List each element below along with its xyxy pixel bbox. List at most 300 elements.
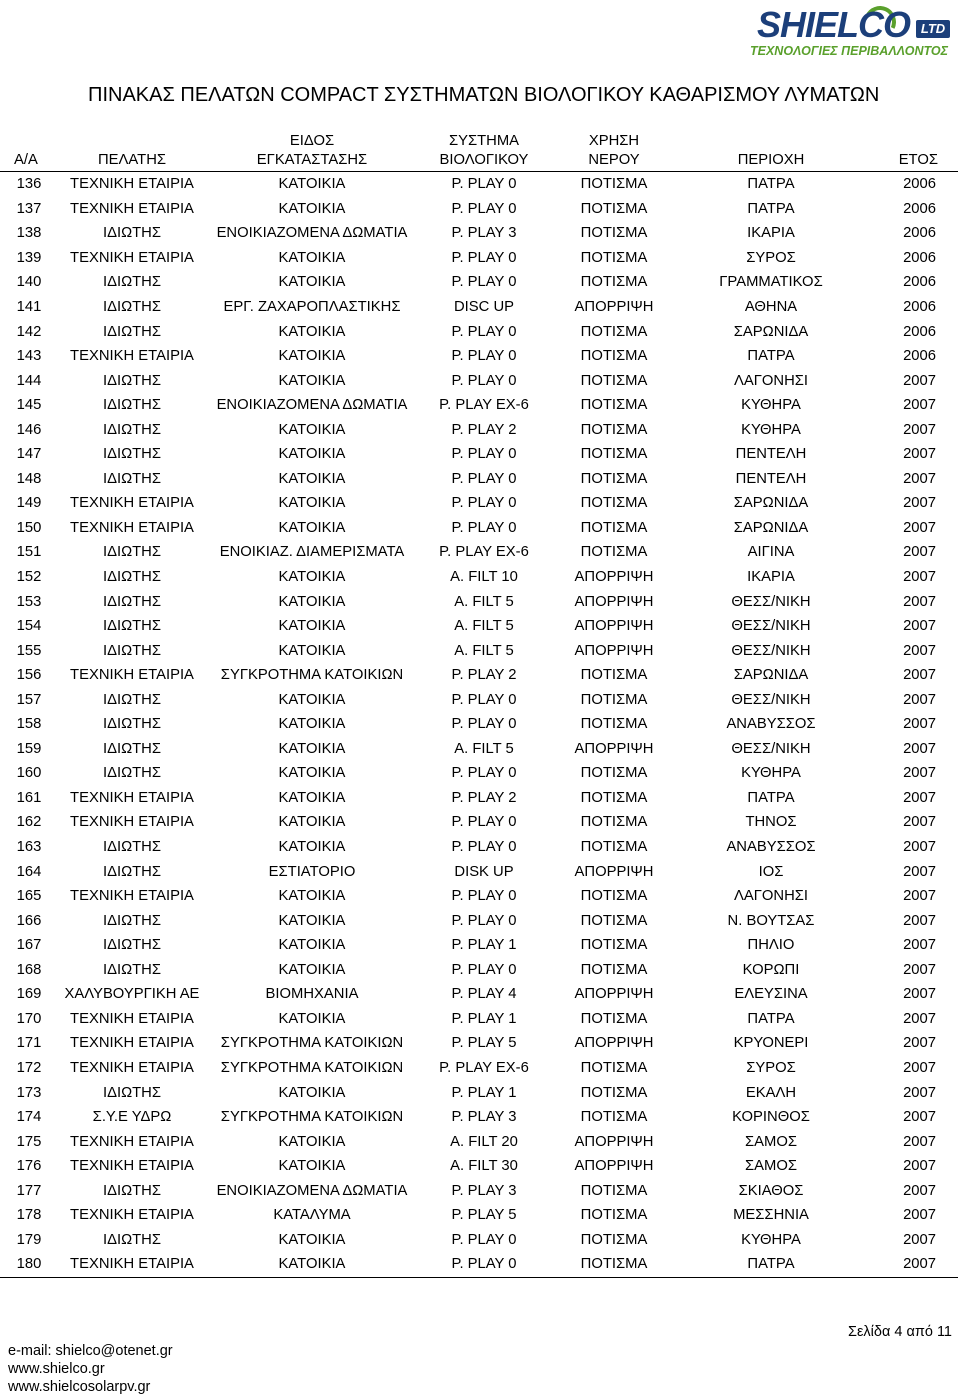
cell-area: ΣΥΡΟΣ (746, 1059, 796, 1076)
cell-year: 2007 (903, 691, 936, 708)
cell-use: ΠΟΤΙΣΜΑ (580, 1231, 648, 1248)
cell-type: ΚΑΤΟΙΚΙΑ (278, 1133, 346, 1150)
cell-year: 2007 (903, 986, 936, 1003)
cell-client: ΤΕΧΝΙΚΗ ΕΤΑΙΡΙΑ (70, 1133, 194, 1150)
cell-aa: 167 (16, 937, 42, 954)
cell-use: ΠΟΤΙΣΜΑ (580, 839, 648, 856)
cell-area: ΛΑΓΟΝΗΣΙ (733, 372, 809, 389)
header-use (552, 128, 676, 172)
cell-client: ΙΔΙΩΤΗΣ (102, 839, 162, 856)
cell-type: ΚΑΤΟΙΚΙΑ (278, 348, 346, 365)
cell-area: ΤΗΝΟΣ (745, 814, 797, 831)
header-type (208, 128, 416, 172)
cell-area: ΙΟΣ (758, 863, 784, 880)
cell-type: ΚΑΤΟΙΚΙΑ (278, 200, 346, 217)
header-area: ΠΕΡΙΟΧΗ (676, 128, 866, 172)
cell-client: ΙΔΙΩΤΗΣ (102, 421, 162, 438)
cell-area: ΣΚΙΑΘΟΣ (738, 1182, 804, 1199)
cell-year: 2007 (903, 667, 936, 684)
cell-aa: 149 (16, 495, 42, 512)
cell-year: 2006 (903, 323, 936, 340)
cell-use: ΠΟΤΙΣΜΑ (580, 716, 648, 733)
cell-use: ΠΟΤΙΣΜΑ (580, 1109, 648, 1126)
cell-year: 2007 (903, 569, 936, 586)
cell-year: 2007 (903, 397, 936, 414)
cell-aa: 147 (16, 446, 42, 463)
cell-aa: 171 (16, 1035, 42, 1052)
table-row (0, 884, 958, 909)
table-row (0, 442, 958, 467)
cell-type: ΚΑΤΟΙΚΙΑ (278, 176, 346, 193)
cell-system: P. PLAY 1 (451, 1084, 517, 1101)
table-row (0, 933, 958, 958)
cell-aa: 155 (16, 642, 42, 659)
cell-use: ΑΠΟΡΡΙΨΗ (574, 1158, 654, 1175)
cell-area: ΓΡΑΜΜΑΤΙΚΟΣ (719, 274, 823, 291)
cell-use: ΠΟΤΙΣΜΑ (580, 667, 648, 684)
table-row (0, 516, 958, 541)
cell-area: ΠΑΤΡΑ (747, 176, 795, 193)
cell-aa: 173 (16, 1084, 42, 1101)
cell-use: ΑΠΟΡΡΙΨΗ (574, 1035, 654, 1052)
cell-year: 2007 (866, 1252, 958, 1277)
cell-type: ΚΑΤΟΙΚΙΑ (278, 937, 346, 954)
cell-aa: 150 (16, 519, 42, 536)
cell-use: ΠΟΤΙΣΜΑ (580, 1059, 648, 1076)
cell-client: ΤΕΧΝΙΚΗ ΕΤΑΙΡΙΑ (56, 1252, 208, 1277)
cell-client: ΙΔΙΩΤΗΣ (102, 569, 162, 586)
cell-year: 2006 (903, 299, 936, 315)
cell-type: ΚΑΤΟΙΚΙΑ (278, 888, 346, 905)
cell-year: 2007 (903, 789, 936, 806)
cell-year: 2007 (903, 839, 936, 856)
cell-year: 2007 (903, 495, 936, 512)
cell-system: P. PLAY 3 (451, 1109, 517, 1126)
cell-aa: 162 (16, 814, 42, 831)
cell-year: 2007 (903, 519, 936, 536)
cell-aa: 161 (16, 789, 42, 806)
cell-area: ΠΗΛΙΟ (747, 937, 795, 954)
cell-area: ΘΕΣΣ/ΝΙΚΗ (731, 618, 811, 635)
cell-area: ΣΥΡΟΣ (746, 249, 796, 266)
table-row (0, 1228, 958, 1253)
table-row (0, 908, 958, 933)
table-row (0, 614, 958, 639)
header-client: ΠΕΛΑΤΗΣ (56, 128, 208, 172)
cell-system: P. PLAY 1 (451, 1010, 517, 1027)
cell-year: 2007 (903, 642, 936, 659)
cell-client: ΤΕΧΝΙΚΗ ΕΤΑΙΡΙΑ (70, 1010, 194, 1027)
cell-aa: 170 (16, 1010, 42, 1027)
footer-website-solar: www.shielcosolarpv.gr (8, 1379, 151, 1395)
cell-system: P. PLAY 2 (451, 667, 517, 684)
cell-type: ΚΑΤΟΙΚΙΑ (278, 1084, 346, 1101)
cell-aa: 178 (16, 1207, 42, 1224)
cell-type: ΚΑΤΟΙΚΙΑ (278, 519, 346, 536)
cell-year: 2007 (903, 1207, 936, 1224)
cell-aa: 177 (16, 1182, 42, 1199)
footer-contact (8, 1342, 173, 1396)
cell-client: ΙΔΙΩΤΗΣ (102, 1084, 162, 1101)
page-title: ΠΙΝΑΚΑΣ ΠΕΛΑΤΩΝ COMPACT ΣΥΣΤΗΜΑΤΩΝ ΒΙΟΛΟΓΙΚΟΥ ΚΑΘΑΡΙΣΜΟΥ ΛΥΜΑΤΩΝ (88, 84, 880, 106)
cell-client: ΙΔΙΩΤΗΣ (102, 740, 162, 757)
cell-area: ΠΕΝΤΕΛΗ (735, 470, 807, 487)
cell-client: ΙΔΙΩΤΗΣ (102, 446, 162, 463)
cell-year: 2006 (903, 225, 936, 242)
cell-client: ΙΔΙΩΤΗΣ (102, 618, 162, 635)
cell-aa: 138 (16, 225, 42, 242)
cell-use: ΑΠΟΡΡΙΨΗ (574, 863, 654, 880)
cell-system: A. FILT 5 (454, 593, 514, 610)
cell-system: P. PLAY 5 (451, 1207, 517, 1224)
table-row (0, 221, 958, 246)
cell-type: ΚΑΤΟΙΚΙΑ (278, 912, 346, 929)
cell-use: ΠΟΤΙΣΜΑ (580, 691, 648, 708)
cell-use: ΠΟΤΙΣΜΑ (580, 446, 648, 463)
cell-type: ΣΥΓΚΡΟΤΗΜΑ ΚΑΤΟΙΚΙΩΝ (220, 667, 404, 684)
cell-type: ΚΑΤΟΙΚΙΑ (278, 1231, 346, 1248)
cell-aa: 153 (16, 593, 42, 610)
cell-use: ΠΟΤΙΣΜΑ (580, 1084, 648, 1101)
cell-aa: 139 (16, 249, 42, 266)
cell-use: ΑΠΟΡΡΙΨΗ (574, 618, 654, 635)
cell-year: 2007 (903, 421, 936, 438)
cell-year: 2007 (903, 446, 936, 463)
cell-use: ΠΟΤΙΣΜΑ (580, 421, 648, 438)
cell-use: ΠΟΤΙΣΜΑ (580, 176, 648, 193)
cell-client: ΙΔΙΩΤΗΣ (102, 1231, 162, 1248)
cell-use: ΠΟΤΙΣΜΑ (580, 888, 648, 905)
cell-client: ΙΔΙΩΤΗΣ (102, 863, 162, 880)
cell-year: 2006 (903, 176, 936, 193)
table-row (0, 368, 958, 393)
cell-system: P. PLAY 0 (451, 519, 517, 536)
cell-system: A. FILT 20 (450, 1133, 518, 1150)
cell-client: ΙΔΙΩΤΗΣ (102, 961, 162, 978)
cell-aa: 163 (16, 839, 42, 856)
cell-client: ΤΕΧΝΙΚΗ ΕΤΑΙΡΙΑ (70, 667, 194, 684)
footer-email: e-mail: shielco@otenet.gr (8, 1343, 173, 1359)
cell-system: DISK UP (454, 863, 514, 880)
table-row (0, 295, 958, 320)
cell-client: ΙΔΙΩΤΗΣ (102, 1182, 162, 1199)
cell-area: ΣΑΡΩΝΙΔΑ (733, 323, 809, 340)
cell-use: ΑΠΟΡΡΙΨΗ (574, 299, 654, 315)
cell-use: ΠΟΤΙΣΜΑ (580, 200, 648, 217)
table-row (0, 786, 958, 811)
cell-area: ΕΛΕΥΣΙΝΑ (734, 986, 808, 1003)
cell-aa: 154 (16, 618, 42, 635)
header-type-line1: ΕΙΔΟΣ (289, 133, 335, 149)
cell-system: P. PLAY 5 (451, 1035, 517, 1052)
cell-type: ΚΑΤΟΙΚΙΑ (278, 740, 346, 757)
cell-client: ΙΔΙΩΤΗΣ (102, 274, 162, 291)
header-use-line1: ΧΡΗΣΗ (588, 133, 640, 149)
cell-system: P. PLAY 2 (451, 789, 517, 806)
cell-type: ΕΝΟΙΚΙΑΖΟΜΕΝΑ ΔΩΜΑΤΙΑ (216, 225, 408, 242)
cell-client: ΙΔΙΩΤΗΣ (102, 323, 162, 340)
cell-use: ΠΟΤΙΣΜΑ (580, 1207, 648, 1224)
cell-year: 2006 (903, 274, 936, 291)
cell-area: ΚΟΡΩΠΙ (742, 961, 800, 978)
header-type-line2: ΕΓΚΑΤΑΣΤΑΣΗΣ (256, 152, 368, 168)
table-row (0, 687, 958, 712)
cell-client: ΙΔΙΩΤΗΣ (102, 593, 162, 610)
cell-year: 2007 (903, 1010, 936, 1027)
table-row (0, 393, 958, 418)
cell-client: ΙΔΙΩΤΗΣ (102, 225, 162, 242)
clients-table (0, 128, 958, 1278)
cell-type: ΚΑΤΟΙΚΙΑ (278, 642, 346, 659)
cell-aa: 146 (16, 421, 42, 438)
cell-year: 2007 (903, 765, 936, 782)
cell-use: ΑΠΟΡΡΙΨΗ (574, 740, 654, 757)
cell-client: ΙΔΙΩΤΗΣ (102, 937, 162, 954)
cell-area: ΚΥΘΗΡΑ (741, 421, 801, 438)
cell-aa: 145 (16, 397, 42, 414)
table-row (0, 1031, 958, 1056)
cell-client: ΤΕΧΝΙΚΗ ΕΤΑΙΡΙΑ (70, 1059, 194, 1076)
table-row (0, 1178, 958, 1203)
cell-system: P. PLAY 0 (451, 249, 517, 266)
cell-system: A. FILT 5 (454, 618, 514, 635)
header-system-line2: ΒΙΟΛΟΓΙΚΟΥ (439, 152, 529, 168)
cell-area: ΚΥΘΗΡΑ (741, 765, 801, 782)
cell-type: ΚΑΤΟΙΚΙΑ (278, 716, 346, 733)
cell-system: P. PLAY 0 (451, 348, 517, 365)
cell-client: ΤΕΧΝΙΚΗ ΕΤΑΙΡΙΑ (70, 1158, 194, 1175)
table-row (0, 344, 958, 369)
cell-type: ΕΝΟΙΚΙΑΖ. ΔΙΑΜΕΡΙΣΜΑΤΑ (219, 544, 405, 561)
cell-use: ΠΟΤΙΣΜΑ (580, 249, 648, 266)
cell-aa: 152 (16, 569, 42, 586)
cell-system: P. PLAY 0 (451, 765, 517, 782)
cell-system: DISC UP (453, 299, 515, 315)
cell-client: ΤΕΧΝΙΚΗ ΕΤΑΙΡΙΑ (70, 1035, 194, 1052)
cell-year: 2007 (903, 372, 936, 389)
cell-area: ΑΘΗΝΑ (744, 299, 798, 315)
cell-system: A. FILT 10 (450, 569, 518, 586)
table-row (0, 1080, 958, 1105)
cell-area: ΜΕΣΣΗΝΙΑ (733, 1207, 809, 1224)
cell-year: 2007 (903, 1231, 936, 1248)
cell-system: P. PLAY 2 (451, 421, 517, 438)
cell-year: 2007 (903, 1182, 936, 1199)
cell-type: ΚΑΤΟΙΚΙΑ (278, 839, 346, 856)
cell-use: ΑΠΟΡΡΙΨΗ (574, 642, 654, 659)
cell-aa: 166 (16, 912, 42, 929)
cell-area: ΠΕΝΤΕΛΗ (735, 446, 807, 463)
cell-type: ΚΑΤΟΙΚΙΑ (208, 1252, 416, 1277)
cell-use: ΠΟΤΙΣΜΑ (580, 323, 648, 340)
table-row (0, 270, 958, 295)
footer-website: www.shielco.gr (8, 1361, 105, 1377)
cell-type: ΕΡΓ. ΖΑΧΑΡΟΠΛΑΣΤΙΚΗΣ (223, 299, 401, 315)
cell-client: ΙΔΙΩΤΗΣ (102, 716, 162, 733)
cell-type: ΚΑΤΟΙΚΙΑ (278, 249, 346, 266)
cell-client: ΤΕΧΝΙΚΗ ΕΤΑΙΡΙΑ (70, 176, 194, 193)
cell-area: ΚΟΡΙΝΘΟΣ (732, 1109, 810, 1126)
cell-aa: 165 (16, 888, 42, 905)
cell-aa: 179 (16, 1231, 42, 1248)
cell-system: P. PLAY 0 (451, 716, 517, 733)
table-row (0, 540, 958, 565)
cell-type: ΚΑΤΟΙΚΙΑ (278, 593, 346, 610)
cell-aa: 160 (16, 765, 42, 782)
cell-client: ΙΔΙΩΤΗΣ (102, 299, 162, 315)
cell-year: 2007 (903, 1059, 936, 1076)
cell-use: ΠΟΤΙΣΜΑ (580, 544, 648, 561)
logo-ltd: LTD (916, 20, 950, 38)
table-row (0, 589, 958, 614)
cell-system: P. PLAY EX-6 (439, 544, 529, 561)
header-system-line1: ΣΥΣΤΗΜΑ (448, 133, 520, 149)
cell-type: ΚΑΤΟΙΚΙΑ (278, 961, 346, 978)
cell-area: ΣΑΜΟΣ (745, 1133, 797, 1150)
cell-system: P. PLAY 0 (451, 839, 517, 856)
cell-client: ΤΕΧΝΙΚΗ ΕΤΑΙΡΙΑ (70, 495, 194, 512)
page-number: Σελίδα 4 από 11 (847, 1324, 952, 1340)
cell-year: 2007 (903, 1109, 936, 1126)
table-row (0, 982, 958, 1007)
cell-area: ΣΑΡΩΝΙΔΑ (733, 495, 809, 512)
cell-year: 2007 (903, 470, 936, 487)
cell-type: ΒΙΟΜΗΧΑΝΙΑ (265, 986, 359, 1003)
cell-system: P. PLAY 0 (451, 200, 517, 217)
cell-client: Σ.Υ.Ε ΥΔΡΩ (92, 1109, 172, 1126)
table-row (0, 638, 958, 663)
cell-use: ΠΟΤΙΣΜΑ (580, 789, 648, 806)
cell-system: P. PLAY 0 (451, 961, 517, 978)
cell-use: ΠΟΤΙΣΜΑ (580, 225, 648, 242)
cell-type: ΚΑΤΑΛΥΜΑ (273, 1207, 351, 1224)
cell-area: ΠΑΤΡΑ (747, 200, 795, 217)
cell-type: ΚΑΤΟΙΚΙΑ (278, 446, 346, 463)
cell-area: ΘΕΣΣ/ΝΙΚΗ (731, 642, 811, 659)
cell-system: P. PLAY 0 (451, 176, 517, 193)
cell-area: Ν. ΒΟΥΤΣΑΣ (727, 912, 815, 929)
cell-area: ΚΥΘΗΡΑ (741, 1231, 801, 1248)
cell-client: ΤΕΧΝΙΚΗ ΕΤΑΙΡΙΑ (70, 789, 194, 806)
cell-type: ΚΑΤΟΙΚΙΑ (278, 765, 346, 782)
table-row (0, 1056, 958, 1081)
cell-use: ΑΠΟΡΡΙΨΗ (574, 986, 654, 1003)
table-row (0, 835, 958, 860)
cell-type: ΣΥΓΚΡΟΤΗΜΑ ΚΑΤΟΙΚΙΩΝ (220, 1109, 404, 1126)
cell-year: 2007 (903, 863, 936, 880)
cell-use: ΑΠΟΡΡΙΨΗ (574, 1133, 654, 1150)
header-aa: Α/Α (0, 128, 56, 172)
cell-type: ΚΑΤΟΙΚΙΑ (278, 421, 346, 438)
cell-area: ΠΑΤΡΑ (747, 789, 795, 806)
cell-area: ΠΑΤΡΑ (747, 1010, 795, 1027)
cell-system: P. PLAY EX-6 (439, 1059, 529, 1076)
cell-aa: 148 (16, 470, 42, 487)
table-row (0, 197, 958, 222)
cell-use: ΠΟΤΙΣΜΑ (580, 961, 648, 978)
table-row (0, 1129, 958, 1154)
cell-type: ΚΑΤΟΙΚΙΑ (278, 691, 346, 708)
header-use-line2: ΝΕΡΟΥ (588, 152, 640, 168)
table-row (0, 761, 958, 786)
table-header-row (0, 128, 958, 172)
cell-client: ΤΕΧΝΙΚΗ ΕΤΑΙΡΙΑ (70, 888, 194, 905)
cell-client: ΙΔΙΩΤΗΣ (102, 372, 162, 389)
cell-area: ΠΑΤΡΑ (747, 348, 795, 365)
cell-year: 2007 (903, 1133, 936, 1150)
cell-system: P. PLAY 0 (451, 1231, 517, 1248)
cell-system: P. PLAY EX-6 (439, 397, 529, 414)
logo-name: SHIELCO (756, 4, 910, 45)
cell-area: ΙΚΑΡΙΑ (747, 569, 795, 586)
cell-area: ΘΕΣΣ/ΝΙΚΗ (731, 740, 811, 757)
cell-client: ΙΔΙΩΤΗΣ (102, 642, 162, 659)
cell-type: ΣΥΓΚΡΟΤΗΜΑ ΚΑΤΟΙΚΙΩΝ (220, 1059, 404, 1076)
cell-use: ΠΟΤΙΣΜΑ (580, 495, 648, 512)
cell-type: ΚΑΤΟΙΚΙΑ (278, 495, 346, 512)
cell-type: ΚΑΤΟΙΚΙΑ (278, 789, 346, 806)
cell-system: P. PLAY 0 (451, 372, 517, 389)
cell-use: ΠΟΤΙΣΜΑ (580, 1010, 648, 1027)
cell-type: ΚΑΤΟΙΚΙΑ (278, 372, 346, 389)
table-row (0, 1154, 958, 1179)
cell-aa: 172 (16, 1059, 42, 1076)
cell-use: ΠΟΤΙΣΜΑ (580, 348, 648, 365)
cell-aa: 137 (16, 200, 42, 217)
cell-system: P. PLAY 0 (451, 691, 517, 708)
cell-client: ΧΑΛΥΒΟΥΡΓΙΚΗ ΑΕ (64, 986, 200, 1003)
cell-area: ΑΝΑΒΥΣΣΟΣ (726, 716, 816, 733)
table-body (0, 172, 958, 1278)
cell-type: ΚΑΤΟΙΚΙΑ (278, 274, 346, 291)
cell-use: ΠΟΤΙΣΜΑ (580, 912, 648, 929)
cell-system: P. PLAY 1 (451, 937, 517, 954)
company-logo (750, 4, 954, 64)
cell-type: ΕΝΟΙΚΙΑΖΟΜΕΝΑ ΔΩΜΑΤΙΑ (216, 397, 408, 414)
cell-aa: 169 (16, 986, 42, 1003)
cell-year: 2007 (903, 912, 936, 929)
cell-use: ΠΟΤΙΣΜΑ (580, 372, 648, 389)
cell-aa: 176 (16, 1158, 42, 1175)
cell-aa: 151 (16, 544, 42, 561)
cell-client: ΙΔΙΩΤΗΣ (102, 544, 162, 561)
cell-client: ΤΕΧΝΙΚΗ ΕΤΑΙΡΙΑ (70, 348, 194, 365)
table-row (0, 663, 958, 688)
cell-system: P. PLAY 0 (451, 274, 517, 291)
table-row (0, 319, 958, 344)
table-row (0, 246, 958, 271)
cell-system: A. FILT 5 (454, 642, 514, 659)
cell-system: P. PLAY 0 (451, 470, 517, 487)
table-row (0, 491, 958, 516)
table-row (0, 810, 958, 835)
cell-use: ΠΟΤΙΣΜΑ (580, 274, 648, 291)
cell-aa: 158 (16, 716, 42, 733)
cell-system: A. FILT 30 (450, 1158, 518, 1175)
cell-year: 2007 (903, 1084, 936, 1101)
cell-area: ΣΑΡΩΝΙΔΑ (733, 519, 809, 536)
cell-client: ΤΕΧΝΙΚΗ ΕΤΑΙΡΙΑ (70, 200, 194, 217)
table-row (0, 859, 958, 884)
cell-year: 2007 (903, 937, 936, 954)
cell-use: ΠΟΤΙΣΜΑ (580, 397, 648, 414)
cell-client: ΤΕΧΝΙΚΗ ΕΤΑΙΡΙΑ (70, 249, 194, 266)
cell-year: 2007 (903, 593, 936, 610)
cell-year: 2007 (903, 716, 936, 733)
cell-year: 2007 (903, 961, 936, 978)
cell-type: ΕΣΤΙΑΤΟΡΙΟ (268, 863, 356, 880)
cell-area: ΙΚΑΡΙΑ (747, 225, 795, 242)
